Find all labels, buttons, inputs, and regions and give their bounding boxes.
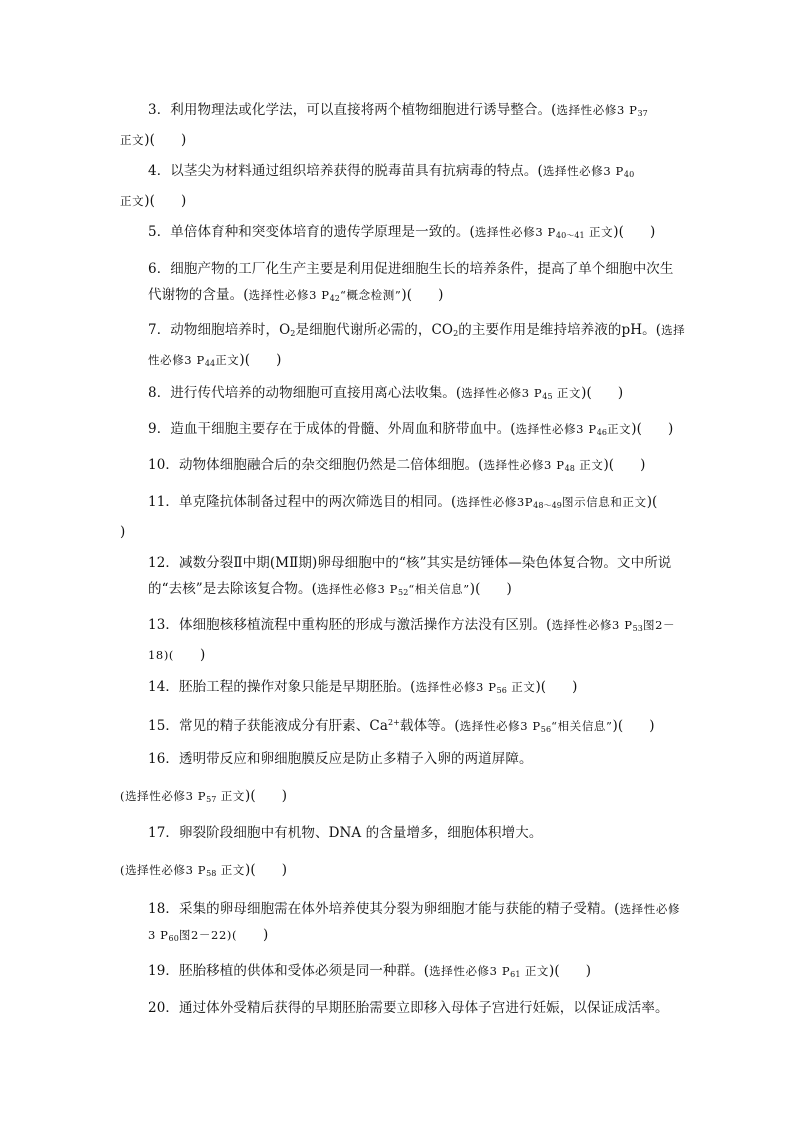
question-6: 6．细胞产物的工厂化生产主要是利用促进细胞生长的培养条件，提高了单个细胞中次生代谢物的含量。(选择性必修3 $P_{42}“$概念检测”)( ) — [148, 261, 674, 303]
question-16: 16．透明带反应和卵细胞膜反应是防止多精子入卵的两道屏障。 (选择性必修3 $P_{57}$ 正文)( ) — [120, 751, 533, 804]
question-15: 15．常见的精子获能液成分有肝素、$Ca^{2+}$载体等。(选择性必修3 $P_{56}“$相关信息”)( ) — [148, 718, 655, 734]
question-19: 19．胚胎移植的供体和受体必须是同一种群。(选择性必修3 $P_{61}$ 正文)( ) — [148, 963, 592, 979]
question-5: 5．单倍体育种和突变体培育的遗传学原理是一致的。(选择性必修3 $P_{40\sim 41}$ 正文)( ) — [148, 224, 656, 240]
source-ref: 选择性必修3 P — [556, 103, 638, 117]
question-12: 12．减数分裂Ⅱ中期(MⅡ期)卵母细胞中的“核”其实是纺锤体—染色体复合物。文中所说的“去核”是去除该复合物。(选择性必修3 $P_{52}“$相关信息”)( ) — [148, 555, 672, 597]
question-8: 8．进行传代培养的动物细胞可直接用离心法收集。(选择性必修3 $P_{45}$ 正文)( ) — [148, 385, 624, 401]
question-14: 14．胚胎工程的操作对象只能是早期胚胎。(选择性必修3 $P_{56}$ 正文)( ) — [148, 679, 578, 695]
question-10: 10．动物体细胞融合后的杂交细胞仍然是二倍体细胞。(选择性必修3 $P_{48}$ 正文)( ) — [148, 457, 646, 473]
question-20: 20．通过体外受精后获得的早期胚胎需要立即移入母体子宫进行妊娠，以保证成活率。 — [148, 1000, 669, 1016]
page-subscript: 37 — [637, 109, 648, 118]
question-7: 7．动物细胞培养时，$O_2$是细胞代谢所必需的，$CO_2$的主要作用是维持培养液的pH。(选择性必修3 $P_{44}$正文)( ) — [148, 322, 686, 368]
question-9: 9．造血干细胞主要存在于成体的骨髓、外周血和脐带血中。(选择性必修3 $P_{46}$正文)( ) — [148, 421, 674, 437]
source-ref-tail: 正文 — [120, 133, 145, 147]
question-17: 17．卵裂阶段细胞中有机物、DNA 的含量增多，细胞体积增大。 (选择性必修3 $P_{58}$ 正文)( ) — [120, 825, 543, 878]
question-text: 利用物理法或化学法，可以直接将两个植物细胞进行诱导整合。( — [170, 102, 557, 118]
question-18: 18．采集的卵母细胞需在体外培养使其分裂为卵细胞才能与获能的精子受精。(选择性必修3 $P_{60}$图2－22)( ) — [148, 901, 681, 943]
question-4: 4．以茎尖为材料通过组织培养获得的脱毒苗具有抗病毒的特点。(选择性必修3 $P_{40}$ 正文)( ) — [120, 163, 635, 209]
question-number: 3． — [148, 102, 171, 118]
question-13: 13．体细胞核移植流程中重构胚的形成与激活操作方法没有区别。(选择性必修3 $P_{53}$图2－18)( ) — [148, 617, 676, 663]
question-11: 11．单克隆抗体制备过程中的两次筛选目的相同。(选择性必修$3P_{48\sim 49}$图示信息和正文)( ) — [120, 494, 658, 540]
question-3: 3．利用物理法或化学法，可以直接将两个植物细胞进行诱导整合。(选择性必修3 $P_{37}$ 正文)( ) — [120, 102, 648, 148]
